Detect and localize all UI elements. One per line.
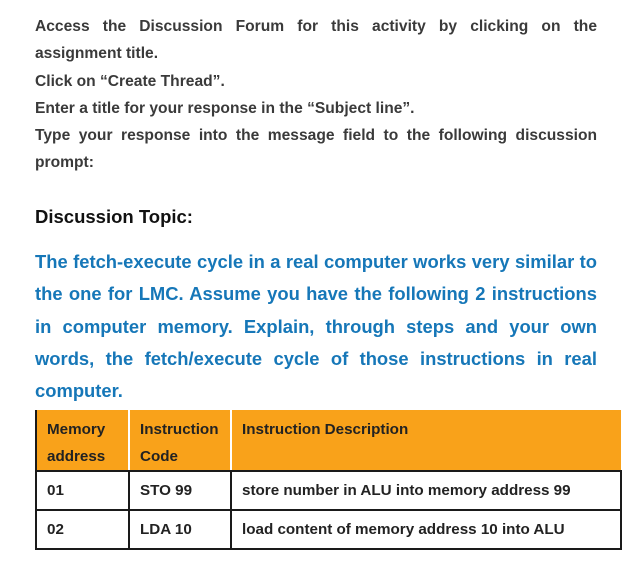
instruction-line: Type your response into the message field to the following discussion prompt: bbox=[35, 127, 597, 172]
column-header-instruction-code: Instruction Code bbox=[129, 410, 231, 471]
instruction-code-cell: LDA 10 bbox=[129, 510, 231, 549]
table-header-row bbox=[36, 410, 621, 471]
instruction-table bbox=[35, 410, 622, 550]
discussion-prompt: The fetch-execute cycle in a real computer works very similar to the one for LMC. Assume you have the following 2 instructions in computer memory. Explain, through steps and your own words, the fetch/execute cycle of those instructions in real computer. bbox=[35, 251, 597, 402]
instruction-description-cell: load content of memory address 10 into ALU bbox=[231, 510, 621, 549]
instruction-description-cell: store number in ALU into memory address 99 bbox=[231, 471, 621, 510]
instruction-line: Enter a title for your response in the “Subject line”. bbox=[35, 99, 415, 117]
instruction-line: Click on “Create Thread”. bbox=[35, 72, 225, 90]
memory-address-cell: 02 bbox=[36, 510, 129, 549]
discussion-topic-heading: Discussion Topic: bbox=[35, 206, 193, 227]
instructions-block bbox=[35, 13, 597, 177]
column-header-memory-address: Memory address bbox=[36, 410, 129, 471]
memory-address-cell: 01 bbox=[36, 471, 129, 510]
instruction-code-cell: STO 99 bbox=[129, 471, 231, 510]
instruction-line: Access the Discussion Forum for this activity by clicking on the assignment title. bbox=[35, 18, 597, 63]
table-row bbox=[36, 471, 621, 510]
table-row bbox=[36, 510, 621, 549]
column-header-instruction-description: Instruction Description bbox=[231, 410, 621, 471]
